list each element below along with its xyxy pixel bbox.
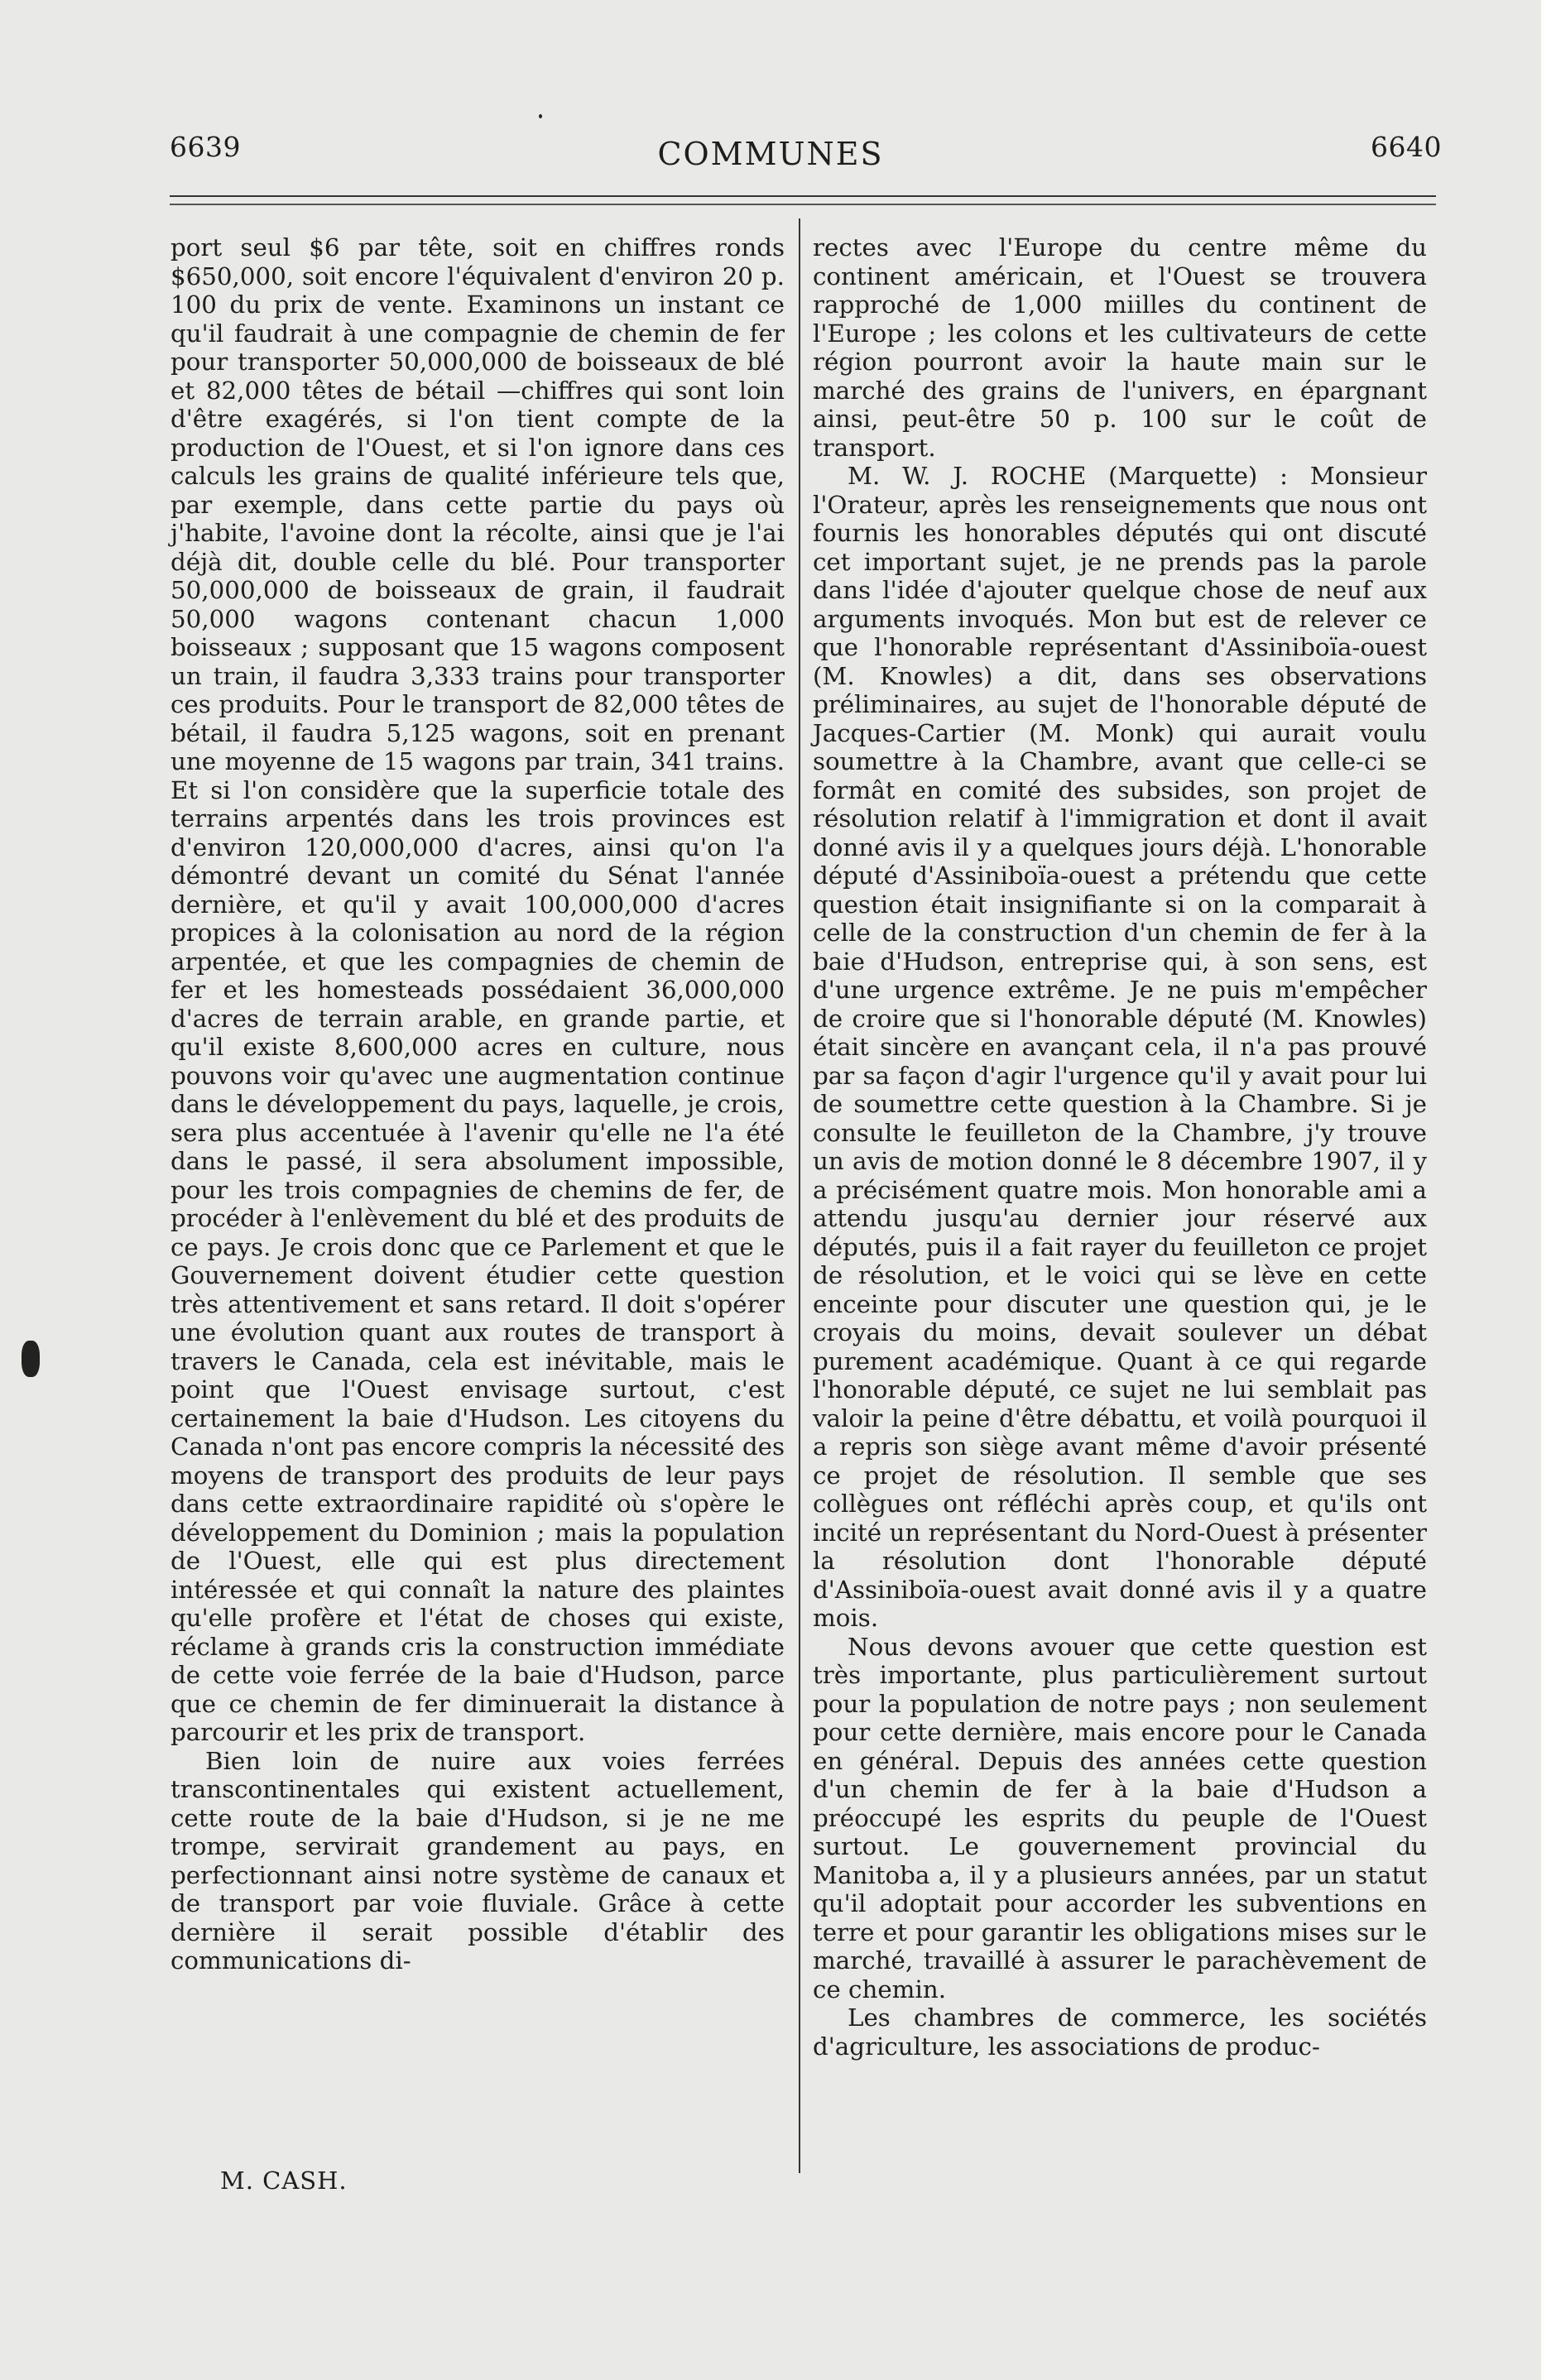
paragraph: Les chambres de commerce, les sociétés d'agriculture, les associations de produc- [813,2003,1427,2061]
left-column [170,233,785,1975]
header-rule-thin [170,204,1436,205]
paragraph: Nous devons avouer que cette question est très importante, plus particulièrement surtout pour la population de notre pays ; non seulement pour cette dernière, mais encore pour le Canada en général. Depuis des années cette question d'un chemin de fer à la baie d'Hudson a préoccupé les esprits du peuple de l'Ouest surtout. Le gouvernement provincial du Manitoba a, il y a plusieurs années, par un statut qu'il adoptait pour accorder les subventions en terre et pour garantir les obligations mises sur le marché, travaillé à assurer le parachèvement de ce chemin. [813,1632,1427,2003]
page-margin [1541,0,1556,2380]
column-divider [799,218,800,2173]
paragraph: port seul $6 par tête, soit en chiffres ronds $650,000, soit encore l'équivalent d'environ 20 p. 100 du prix de vente. Examinons un instant ce qu'il faudrait à une compagnie de chemin de fer pour transporter 50,000,000 de boisseaux de blé et 82,000 têtes de bétail —chiffres qui sont loin d'être exagérés, si l'on tient compte de la production de l'Ouest, et si l'on ignore dans ces calculs les grains de qualité inférieure tels que, par exemple, dans cette partie du pays où j'habite, l'avoine dont la récolte, ainsi que je l'ai déjà dit, double celle du blé. Pour transporter 50,000,000 de boisseaux de grain, il faudrait 50,000 wagons contenant chacun 1,000 boisseaux ; supposant que 15 wagons composent un train, il faudra 3,333 trains pour transporter ces produits. Pour le transport de 82,000 têtes de bétail, il faudra 5,125 wagons, soit en prenant une moyenne de 15 wagons par train, 341 trains. Et si l'on considère que la superficie totale des terrains arpentés dans les trois provinces est d'environ 120,000,000 d'acres, ainsi qu'on l'a démontré devant un comité du Sénat l'année dernière, et qu'il y avait 100,000,000 d'acres propices à la colonisation au nord de la région arpentée, et que les compagnies de chemin de fer et les homesteads possédaient 36,000,000 d'acres de terrain arable, en grande partie, et qu'il existe 8,600,000 acres en culture, nous pouvons voir qu'avec une augmentation continue dans le développement du pays, laquelle, je crois, sera plus accentuée à l'avenir qu'elle ne l'a été dans le passé, il sera absolument impossible, pour les trois compagnies de chemins de fer, de procéder à l'enlèvement du blé et des produits de ce pays. Je crois donc que ce Parlement et que le Gouvernement doivent étudier cette question très attentivement et sans retard. Il doit s'opérer une évolution quant aux routes de transport à travers le Canada, cela est inévitable, mais le point que l'Ouest envisage surtout, c'est certainement la baie d'Hudson. Les citoyens du Canada n'ont pas encore compris la nécessité des moyens de transport des produits de leur pays dans cette extraordinaire rapidité où s'opère le développement du Dominion ; mais la population de l'Ouest, elle qui est plus directement intéressée et qui connaît la nature des plaintes qu'elle profère et l'état de choses qui existe, réclame à grands cris la construction immédiate de cette voie ferrée de la baie d'Hudson, parce que ce chemin de fer diminuerait la distance à parcourir et les prix de transport. [170,233,785,1746]
page-title: COMMUNES [657,136,884,172]
ink-blot-margin [22,1341,40,1377]
ink-speck-top [539,114,542,118]
speech-paragraph: M. W. J. ROCHE (Marquette) : Monsieur l'Orateur, après les renseignements que nous ont fournis les honorables députés qui ont discuté cet important sujet, je ne prends pas la parole dans l'idée d'ajouter quelque chose de neuf aux arguments invoqués. Mon but est de relever ce que l'honorable représentant d'Assiniboïa-ouest (M. Knowles) a dit, dans ses observations préliminaires, au sujet de l'honorable député de Jacques-Cartier (M. Monk) qui aurait voulu soumettre à la Chambre, avant que celle-ci se formât en comité des subsides, son projet de résolution relatif à l'immigration et dont il avait donné avis il y a quelques jours déjà. L'honorable député d'Assiniboïa-ouest a prétendu que cette question était insignifiante si on la comparait à celle de la construction d'un chemin de fer à la baie d'Hudson, entreprise qui, à son sens, est d'une urgence extrême. Je ne puis m'empêcher de croire que si l'honorable député (M. Knowles) était sincère en avançant cela, il n'a pas prouvé par sa façon d'agir l'urgence qu'il y avait pour lui de soumettre cette question à la Chambre. Si je consulte le feuilleton de la Chambre, j'y trouve un avis de motion donné le 8 décembre 1907, il y a précisément quatre mois. Mon honorable ami a attendu jusqu'au dernier jour réservé aux députés, puis il a fait rayer du feuilleton ce projet de résolution, et le voici qui se lève en cette enceinte pour discuter une question qui, je le croyais du moins, devait soulever un débat purement académique. Quant à ce qui regarde l'honorable député, ce sujet ne lui semblait pas valoir la peine d'être débattu, et voilà pourquoi il a repris son siège avant même d'avoir présenté ce projet de résolution. Il semble que ses collègues ont réfléchi après coup, et qu'ils ont incité un représentant du Nord-Ouest à présenter la résolution dont l'honorable député d'Assiniboïa-ouest avait donné avis il y a quatre mois. [813,462,1427,1632]
header-rule [170,195,1436,197]
paragraph: rectes avec l'Europe du centre même du continent américain, et l'Ouest se trouvera rapproché de 1,000 miilles du continent de l'Europe ; les colons et les cultivateurs de cette région pourront avoir la haute main sur le marché des grains de l'univers, en épargnant ainsi, peut-être 50 p. 100 sur le coût de transport. [813,233,1427,462]
left-page-number: 6639 [170,131,241,163]
right-page-number: 6640 [1371,131,1442,163]
right-column [813,233,1427,2061]
footer-speaker: M. CASH. [220,2166,348,2195]
paragraph: Bien loin de nuire aux voies ferrées transcontinentales qui existent actuellement, cette route de la baie d'Hudson, si je ne me trompe, servirait grandement au pays, en perfectionnant ainsi notre système de canaux et de transport par voie fluviale. Grâce à cette dernière il serait possible d'établir des communications di- [170,1746,785,1975]
